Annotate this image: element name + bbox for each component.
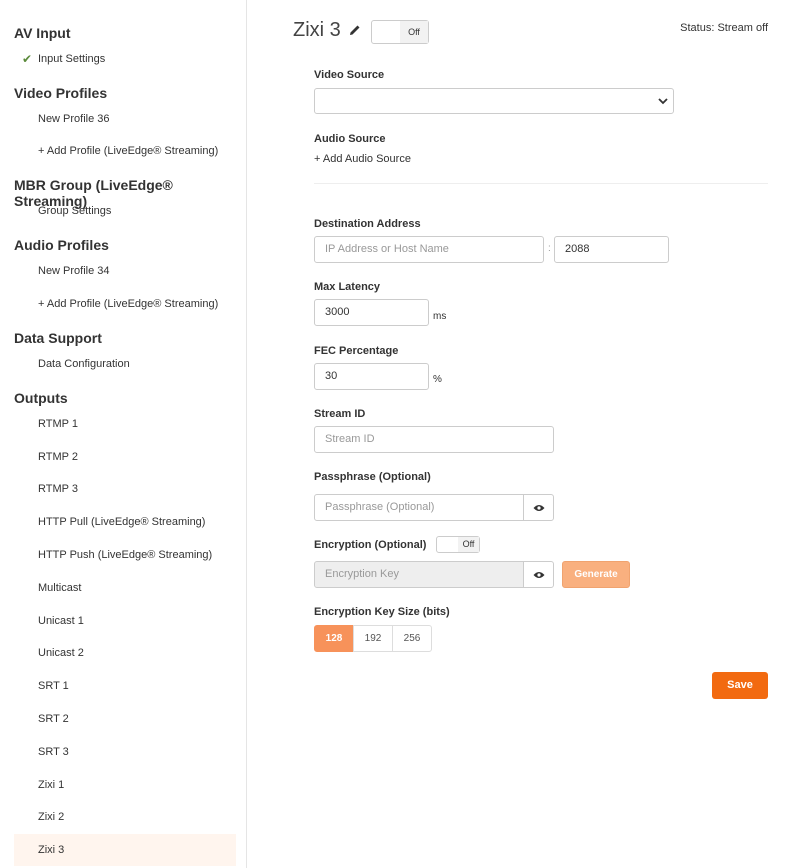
key-size-256-button[interactable]: 256 <box>392 625 432 652</box>
sidebar-item-group-settings[interactable]: Group Settings <box>38 205 112 217</box>
destination-address-label: Destination Address <box>314 218 421 230</box>
sidebar-item-unicast-2[interactable]: Unicast 2 <box>38 647 84 659</box>
fec-percentage-unit: % <box>433 374 442 385</box>
sidebar-item-data-configuration[interactable]: Data Configuration <box>38 358 130 370</box>
sidebar-item-multicast[interactable]: Multicast <box>38 582 82 594</box>
sidebar-item-srt-1[interactable]: SRT 1 <box>38 680 69 692</box>
sidebar-item-srt-2[interactable]: SRT 2 <box>38 713 69 725</box>
passphrase-label: Passphrase (Optional) <box>314 471 431 483</box>
sidebar-item-rtmp-1[interactable]: RTMP 1 <box>38 418 78 430</box>
section-video-profiles: Video Profiles <box>14 85 108 101</box>
sidebar <box>0 0 247 868</box>
sidebar-item-zixi-3[interactable]: Zixi 3 <box>14 834 236 866</box>
sidebar-item-srt-3[interactable]: SRT 3 <box>38 746 69 758</box>
stream-id-label: Stream ID <box>314 408 366 420</box>
max-latency-input[interactable]: 3000 <box>314 299 429 326</box>
fec-percentage-label: FEC Percentage <box>314 345 399 357</box>
sidebar-item-rtmp-2[interactable]: RTMP 2 <box>38 451 78 463</box>
sidebar-item-zixi-2[interactable]: Zixi 2 <box>38 811 65 823</box>
sidebar-item-add-audio-profile[interactable]: + Add Profile (LiveEdge® Streaming) <box>38 298 219 310</box>
show-encryption-key-button[interactable] <box>523 561 554 588</box>
output-enable-toggle[interactable] <box>371 20 429 44</box>
sidebar-item-new-profile-36[interactable]: New Profile 36 <box>38 113 110 125</box>
section-av-input: AV Input <box>14 25 71 41</box>
fec-percentage-input[interactable]: 30 <box>314 363 429 390</box>
save-button[interactable]: Save <box>712 672 768 699</box>
sidebar-item-http-push[interactable]: HTTP Push (LiveEdge® Streaming) <box>38 549 213 561</box>
sidebar-item-unicast-1[interactable]: Unicast 1 <box>38 615 84 627</box>
section-mbr-group: MBR Group (LiveEdge® Streaming) <box>14 177 173 209</box>
key-size-label: Encryption Key Size (bits) <box>314 606 450 618</box>
eye-icon <box>533 504 545 512</box>
sidebar-item-add-video-profile[interactable]: + Add Profile (LiveEdge® Streaming) <box>38 145 219 157</box>
port-separator: : <box>548 243 551 254</box>
show-passphrase-button[interactable] <box>523 494 554 521</box>
key-size-192-button[interactable]: 192 <box>353 625 393 652</box>
section-data-support: Data Support <box>14 330 102 346</box>
generate-button[interactable]: Generate <box>562 561 630 588</box>
video-source-select[interactable] <box>314 88 674 114</box>
toggle-knob <box>372 21 401 43</box>
section-divider <box>314 183 768 184</box>
audio-source-label: Audio Source <box>314 133 386 145</box>
video-source-label: Video Source <box>314 69 385 81</box>
section-outputs: Outputs <box>14 390 68 406</box>
encryption-label: Encryption (Optional) <box>314 539 427 551</box>
max-latency-unit: ms <box>433 311 447 322</box>
eye-icon <box>533 571 545 579</box>
encryption-key-input[interactable]: Encryption Key <box>314 561 524 588</box>
sidebar-item-new-profile-34[interactable]: New Profile 34 <box>38 265 110 277</box>
chevron-down-icon <box>657 95 669 107</box>
encryption-toggle[interactable] <box>436 536 480 553</box>
sidebar-item-rtmp-3[interactable]: RTMP 3 <box>38 483 78 495</box>
port-input[interactable]: 2088 <box>554 236 669 263</box>
sidebar-item-http-pull[interactable]: HTTP Pull (LiveEdge® Streaming) <box>38 516 206 528</box>
page-title: Zixi 3 <box>293 19 341 41</box>
stream-id-input[interactable]: Stream ID <box>314 426 554 453</box>
toggle-label: Off <box>400 21 428 43</box>
max-latency-label: Max Latency <box>314 281 381 293</box>
check-icon: ✔ <box>22 52 33 66</box>
pencil-icon[interactable] <box>349 24 361 36</box>
section-audio-profiles: Audio Profiles <box>14 237 109 253</box>
stream-status: Status: Stream off <box>680 22 768 34</box>
toggle-knob <box>437 537 459 552</box>
encryption-toggle-label: Off <box>458 537 479 552</box>
passphrase-input[interactable]: Passphrase (Optional) <box>314 494 524 521</box>
destination-address-input[interactable]: IP Address or Host Name <box>314 236 544 263</box>
key-size-128-button[interactable]: 128 <box>314 625 354 652</box>
add-audio-source-link[interactable]: + Add Audio Source <box>314 153 411 165</box>
sidebar-item-input-settings[interactable]: ✔ Input Settings <box>14 43 236 75</box>
sidebar-item-zixi-1[interactable]: Zixi 1 <box>38 779 65 791</box>
